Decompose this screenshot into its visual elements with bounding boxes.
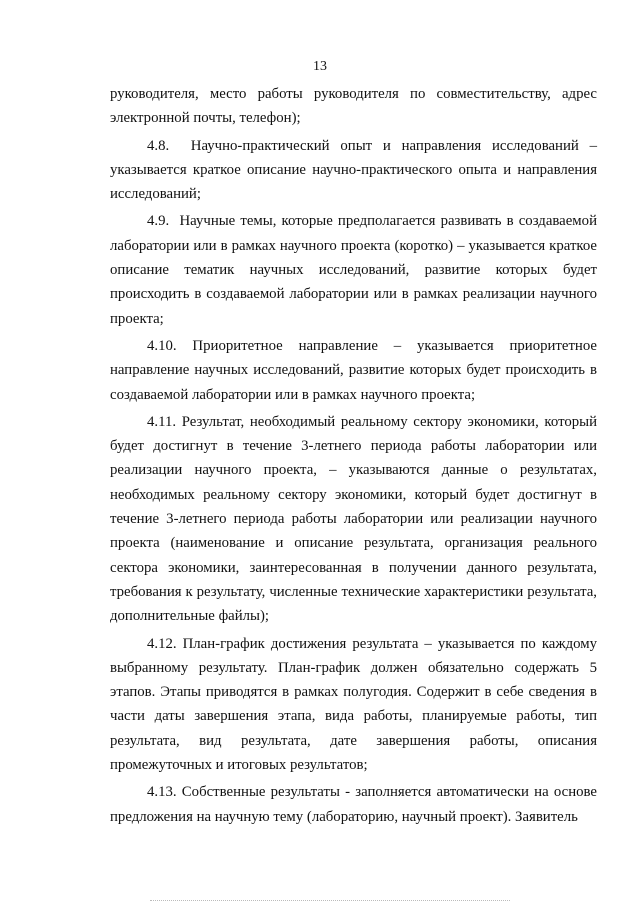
paragraph-4-13: 4.13. Собственные результаты - заполняется автоматически на основе предложения на научную тему (лабораторию, научный проект). Заявитель [110,784,597,825]
paragraph-continuation: руководителя, место работы руководителя по совместительству, адрес электронной почты, телефон); [110,86,597,127]
paragraph-4-9: 4.9. Научные темы, которые предполагается развивать в создаваемой лаборатории или в рамках научного проекта (коротко) – указывается краткое описание тематик научных исследований, развитие которых будет происходить в создаваемой лаборатории или в рамках реализации научного проекта; [110,213,597,327]
page-number: 13 [313,59,327,74]
paragraph-4-11: 4.11. Результат, необходимый реальному сектору экономики, который будет достигнут в течение 3-летнего периода работы лаборатории или реализации научного проекта, – указываются данные о результатах, необходимых реальному сектору экономики, который будет достигнут в течение 3-летнего периода работы лаборатории или реализации научного проекта (наименование и описание результата, организация реального сектора экономики, заинтересованная в получении данного результата, требования к результату, численные технические характеристики результата, дополнительные файлы); [110,413,597,625]
paragraph-4-12: 4.12. План-график достижения результата – указывается по каждому выбранному результату. План-график должен обязательно содержать 5 этапов. Этапы приводятся в рамках полугодия. Содержит в себе сведения в части даты завершения этапа, вида работы, планируемые работы, тип результата, вид результата, дате завершения работы, описания промежуточных и итоговых результатов; [110,635,597,774]
scan-edge-mark [150,900,510,902]
paragraph-4-8: 4.8. Научно-практический опыт и направления исследований – указывается краткое описание научно-практического опыта и направления исследований; [110,137,597,203]
document-body [110,82,597,829]
paragraph-4-10: 4.10. Приоритетное направление – указывается приоритетное направление научных исследований, развитие которых будет происходить в создаваемой лаборатории или в рамках научного проекта; [110,337,597,403]
